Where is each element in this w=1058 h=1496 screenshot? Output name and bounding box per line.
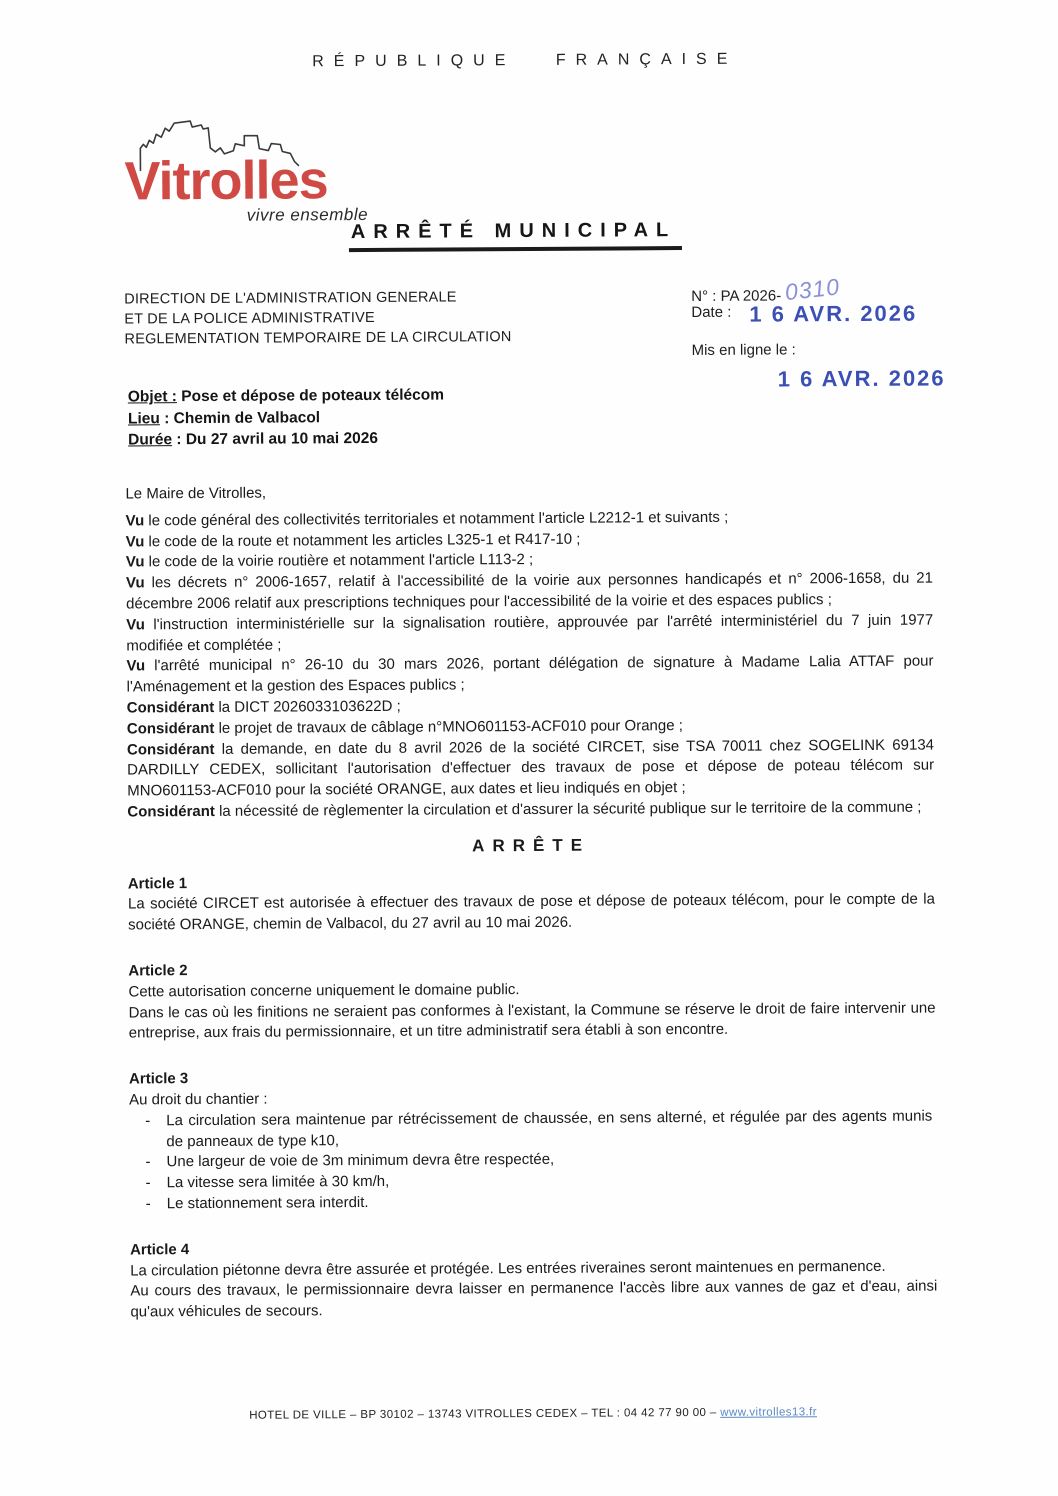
article-2-title: Article 2 — [128, 962, 188, 980]
decree-number-handwritten: 0310 — [783, 273, 842, 306]
duree-value: : Du 27 avril au 10 mai 2026 — [171, 429, 379, 449]
list-item — [129, 1106, 936, 1153]
recital-paragraph — [127, 797, 934, 823]
lieu-line — [128, 406, 444, 429]
duree-line — [128, 428, 444, 451]
article-1-title: Article 1 — [127, 874, 188, 892]
dash-bullet: - — [145, 1112, 151, 1130]
recital-paragraph — [127, 735, 934, 802]
recital-text: la demande, en date du 8 avril 2026 de la société CIRCET, sise TSA 70011 chez SOGELINK 69134 DARDILLY CEDEX, sollicitant l'autorisation d'effectuer des travaux de pose et dépose de poteau télécom sur MNO601153-ACF010 pour la société ORANGE, aux dates et lieu indiqués en objet ; — [127, 736, 935, 800]
decree-date-label: Date : — [691, 303, 732, 322]
article-1-text: La société CIRCET est autorisée à effectuer des travaux de pose et dépose de poteaux télécom, pour le compte de la société ORANGE, chemin de Valbacol, du 27 avril au 10 mai 2026. — [127, 890, 935, 934]
article-2-text: Cette autorisation concerne uniquement le domaine public. — [128, 980, 520, 1001]
article-3-title: Article 3 — [128, 1070, 189, 1088]
recital-text: le code général des collectivités territoriales et notamment l'article L2212-1 et suivants ; — [144, 508, 729, 530]
dash-bullet: - — [145, 1174, 151, 1192]
objet-value: Pose et dépose de poteaux télécom — [176, 386, 445, 406]
article-4-text: La circulation piétonne devra être assurée et protégée. Les entrées riveraines seront maintenues en permanence. — [130, 1257, 886, 1279]
article-3-bullet-list — [129, 1106, 937, 1215]
recital-lead: Vu — [125, 553, 145, 571]
logo-city-name: Vitrolles — [124, 150, 328, 212]
recital-lead: Considérant — [126, 740, 215, 759]
recital-text: le code de la voirie routière et notamment l'article L113-2 ; — [144, 551, 534, 571]
recital-lead: Considérant — [126, 698, 215, 717]
recital-lead: Considérant — [126, 719, 215, 738]
date-stamp: 1 6 AVR. 2026 — [749, 300, 918, 327]
published-online-label: Mis en ligne le : — [691, 341, 796, 359]
article-4 — [130, 1235, 937, 1323]
footer — [4, 1405, 1058, 1423]
article-2-text: Dans le cas où les finitions ne seraient pas conformes à l'existant, la Commune se réserve le droit de faire intervenir une entreprise, aux frais du permissionnaire, et un titre administratif sera établi à son encontre. — [128, 999, 936, 1042]
dash-bullet: - — [145, 1153, 151, 1171]
lieu-value: : Chemin de Valbacol — [159, 408, 321, 427]
bullet-text: La circulation sera maintenue par rétrécissement de chaussée, en sens alterné, et régulée par des agents munis de panneaux de type k10, — [166, 1107, 933, 1150]
objet-line — [128, 385, 444, 408]
recital-lead: Considérant — [127, 802, 215, 821]
recital-text: les décrets n° 2006-1657, relatif à l'accessibilité de la voirie aux personnes handicapés et n° 2006-1658, du 21 décembre 2006 relatif aux prescriptions techniques pour l'accessibilité de la voirie et des espaces publics ; — [126, 569, 934, 613]
recital-lead: Vu — [126, 657, 146, 675]
decree-meta — [691, 273, 1022, 393]
issuing-department — [124, 287, 511, 349]
vitrolles-logo — [124, 109, 405, 231]
department-line: DIRECTION DE L'ADMINISTRATION GENERALE — [124, 289, 457, 308]
article-4-title: Article 4 — [130, 1240, 190, 1259]
bullet-text: Le stationnement sera interdit. — [166, 1193, 369, 1213]
article-3 — [129, 1065, 937, 1216]
bullet-text: La vitesse sera limitée à 30 km/h, — [166, 1172, 390, 1192]
document-title: ARRÊTÉ MUNICIPAL — [349, 219, 683, 252]
article-3-text: Au droit du chantier : — [129, 1090, 268, 1109]
duree-label: Durée — [128, 431, 173, 449]
article-4-text: Au cours des travaux, le permissionnaire devra laisser en permanence l'accès libre aux vannes de gaz et d'eau, ainsi qu'aux véhicules de secours. — [130, 1277, 938, 1321]
recital-text: le projet de travaux de câblage n°MNO601153-ACF010 pour Orange ; — [214, 716, 683, 737]
footer-address: HOTEL DE VILLE – BP 30102 – 13743 VITROLLES CEDEX – TEL : 04 42 77 90 00 – — [249, 1406, 721, 1422]
objet-label: Objet : — [127, 388, 177, 406]
recital-lead: Vu — [125, 574, 145, 592]
dash-bullet: - — [145, 1195, 151, 1213]
recital-paragraph — [126, 569, 933, 616]
recital-lead: Vu — [125, 512, 145, 530]
decree-subject — [128, 385, 445, 451]
department-line: ET DE LA POLICE ADMINISTRATIVE — [124, 309, 375, 328]
recital-text: l'instruction interministérielle sur la signalisation routière, approuvée par l'arrêté interministériel du 7 juin 1977 modifiée et complétée ; — [126, 611, 934, 655]
recital-lead: Vu — [125, 532, 145, 551]
lieu-label: Lieu — [127, 409, 160, 427]
department-line: REGLEMENTATION TEMPORAIRE DE LA CIRCULATION — [124, 329, 512, 348]
recital-lead: Vu — [126, 616, 145, 634]
article-2 — [128, 956, 935, 1044]
recital-text: le code de la route et notamment les articles L325-1 et R417-10 ; — [144, 530, 581, 550]
recital-text: la DICT 2026033103622D ; — [214, 697, 401, 716]
article-1 — [128, 869, 935, 936]
recital-text: l'arrêté municipal n° 26-10 du 30 mars 2026, portant délégation de signature à Madame Lalia ATTAF pour l'Aménagement et la gestion des Espaces publics ; — [126, 652, 934, 696]
bullet-text: Une largeur de voie de 3m minimum devra être respectée, — [166, 1151, 555, 1171]
salutation: Le Maire de Vitrolles, — [125, 484, 267, 503]
list-item — [130, 1189, 937, 1215]
published-online-stamp: 1 6 AVR. 2026 — [777, 365, 946, 392]
arrete-heading: ARRÊTE — [472, 835, 591, 856]
decree-body — [125, 480, 937, 1324]
decree-number-label: N° : PA 2026- — [691, 287, 782, 306]
recital-text: la nécessité de règlementer la circulation et d'assurer la sécurité publique sur le territoire de la commune ; — [214, 798, 922, 820]
logo-tagline: vivre ensemble — [246, 204, 369, 225]
footer-website-link[interactable]: www.vitrolles13.fr — [720, 1406, 817, 1419]
decree-date-row — [691, 302, 1021, 328]
republic-header: RÉPUBLIQUE FRANÇAISE — [312, 50, 738, 71]
recital-paragraph — [126, 652, 933, 699]
recital-paragraph — [126, 610, 933, 657]
